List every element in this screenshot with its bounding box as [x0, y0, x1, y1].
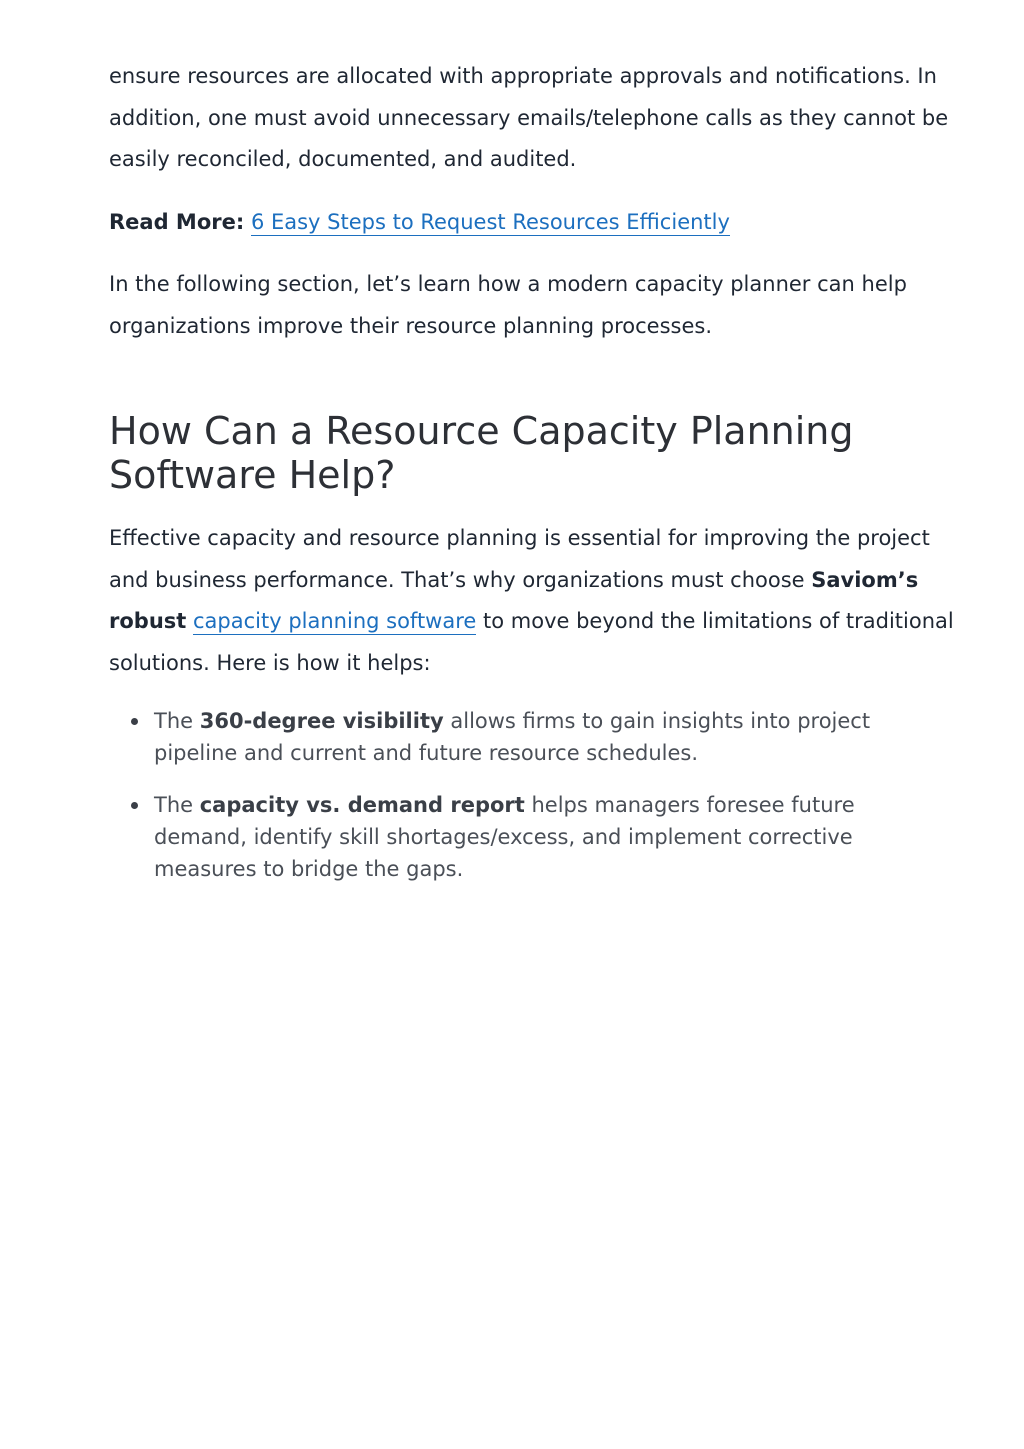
section-paragraph-bold: Saviom’s robust — [109, 567, 919, 633]
list-item-text: allows firms to gain insights into project pipeline and current and future resource schedules. — [154, 709, 871, 765]
read-more-line — [109, 202, 954, 244]
section-paragraph — [109, 518, 954, 684]
section-paragraph-text: Effective capacity and resource planning is essential for improving the project and business performance. That’s why organizations must choose — [109, 526, 930, 592]
read-more-link[interactable]: 6 Easy Steps to Request Resources Efficiently — [250, 209, 730, 234]
benefits-list — [109, 705, 954, 885]
bullet-dot-icon — [131, 718, 138, 725]
intro-paragraph: ensure resources are allocated with appropriate approvals and notifications. In addition, one must avoid unnecessary emails/telephone calls as they cannot be easily reconciled, documented, and audited. — [109, 64, 949, 171]
list-item-bold: capacity vs. demand report — [199, 793, 525, 817]
section-heading: How Can a Resource Capacity Planning Software Help? — [109, 409, 854, 497]
list-item-prefix: The — [154, 793, 200, 817]
bullet-dot-icon — [131, 802, 138, 809]
list-item — [154, 789, 954, 885]
read-more-label: Read More: — [109, 209, 245, 234]
list-item — [154, 705, 954, 769]
list-item-bold: 360-degree visibility — [199, 709, 444, 733]
capacity-planning-software-link[interactable]: capacity planning software — [193, 609, 477, 633]
article-body — [109, 56, 954, 905]
list-item-text: helps managers foresee future demand, identify skill shortages/excess, and implement corrective measures to bridge the gaps. — [154, 793, 855, 881]
transition-paragraph: In the following section, let’s learn how a modern capacity planner can help organizations improve their resource planning processes. — [109, 272, 907, 338]
section-paragraph-rest: to move beyond the limitations of traditional solutions. Here is how it helps: — [109, 609, 954, 675]
list-item-prefix: The — [154, 709, 200, 733]
